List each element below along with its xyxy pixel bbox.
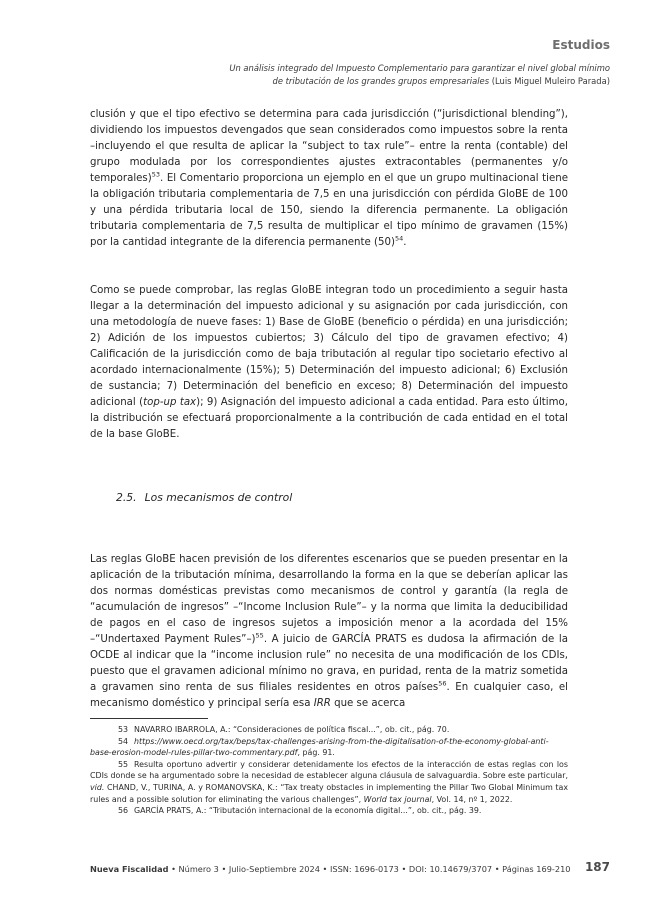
running-author: (Luis Miguel Muleiro Parada): [491, 76, 610, 86]
body-paragraph-2: [90, 283, 568, 443]
publication-details: • Número 3 • Julio-Septiembre 2024 • ISSN: 1696-0173 • DOI: 10.14679/3707 • Páginas 169-210: [168, 864, 571, 874]
page-number: 187: [584, 860, 610, 874]
text-run: .: [403, 237, 407, 248]
footnote-text: CHAND, V., TURINA, A. y ROMANOVSKA, K.: “Tax treaty obstacles in implementing the Pillar Two Global Minimum tax rules and a possible solution for eliminating the various challenges”,: [90, 782, 568, 804]
paragraph-text: [90, 107, 568, 251]
footnote-number: 53: [118, 725, 129, 734]
italic-term: top-up tax: [143, 397, 197, 408]
footnote-text: , Vol. 14, nº 1, 2022.: [431, 794, 513, 804]
body-paragraph-1: [90, 107, 568, 251]
footnote-number: 56: [118, 806, 129, 816]
footnote-number: 55: [118, 759, 129, 769]
text-run: . En cualquier caso, el mecanismo doméstico y principal sería esa: [90, 682, 568, 709]
footnote-number: 54: [118, 736, 129, 746]
text-run: Las reglas GloBE hacen previsión de los diferentes escenarios que se pueden presentar en la aplicación de la tributación mínima, desarrollando la forma en la que se deberían aplicar las dos normas domésticas previstas como mecanismos de control y garantía (la regla de “acumulación de ingresos” –“Income Inclusion Rule”– y la norma que limita la deducibilidad de pagos en el caso de ingresos sujetos a imposición menor a la acordada del 15% –“Undertaxed Payment Rules”–): [90, 554, 568, 645]
footnote-text: Resulta oportuno advertir y considerar detenidamente los efectos de la interacción de estas reglas con los CDIs donde se ha argumentado sobre la necesidad de establecer alguna cláusula de salvaguardia. Sobre este particular,: [90, 759, 568, 781]
text-run: . El Comentario proporciona un ejemplo en el que un grupo multinacional tiene la obligación tributaria complementaria de 7,5 en una jurisdicción con pérdida GloBE de 100 y una pérdida tributaria local de 150, siendo la diferencia permanente. La obligación tributaria complementaria de 7,5 resulta de multiplicar el tipo mínimo de gravamen (15%) por la cantidad integrante de la diferencia permanente (50): [90, 173, 568, 248]
journal-name: Nueva Fiscalidad: [90, 864, 169, 874]
text-run: ); 9) Asignación del impuesto adicional a cada entidad. Para esto último, la distribución se efectuará proporcionalmente a la contribución de cada entidad en el total de la base GloBE.: [90, 397, 568, 440]
footnote-text: , pág. 91.: [297, 748, 335, 758]
subheading-number: 2.5.: [116, 491, 137, 504]
footnote-56: [90, 805, 568, 817]
page-footer: [90, 864, 610, 874]
footnote-ref-54[interactable]: 54: [394, 234, 404, 243]
section-label: Estudios: [552, 38, 610, 52]
footnote-ref-55[interactable]: 55: [255, 631, 264, 640]
footnote-ref-53[interactable]: 53: [151, 170, 160, 179]
text-run: que se acerca: [330, 698, 406, 709]
footnote-53: [90, 724, 568, 736]
text-run: Como se puede comprobar, las reglas GloBE integran todo un procedimiento a seguir hasta llegar a la determinación del impuesto adicional y su asignación por cada jurisdicción, con una metodología de nueve fases: 1) Base de GloBE (beneficio o pérdida) en una jurisdicción; 2) Adición de los impuestos cubiertos; 3) Cálculo del tipo de gravamen efectivo; 4) Calificación de la jurisdicción como de baja tributación al regular tipo societario efectivo al acordado internacionalmente (15%); 5) Determinación del impuesto adicional; 6) Exclusión de sustancia; 7) Determinación del beneficio en exceso; 8) Determinación del impuesto adicional (: [90, 285, 568, 408]
footnote-55: [90, 759, 568, 805]
footnote-text: NAVARRO IBARROLA, A.: “Consideraciones de política fiscal...”, ob. cit., pág. 70.: [134, 725, 450, 734]
footnote-link[interactable]: https://www.oecd.org/tax/beps/tax-challenges-arising-from-the-digitalisation-of-the-economy-global-anti-base-erosion-model-rules-pillar-two-commentary.pdf: [90, 736, 549, 758]
paragraph-text: [90, 552, 568, 712]
subheading-text: Los mecanismos de control: [144, 491, 293, 504]
footnote-italic: vid.: [90, 782, 105, 792]
body-paragraph-3: [90, 552, 568, 712]
text-run: clusión y que el tipo efectivo se determina para cada jurisdicción (“jurisdictional blending”), dividiendo los impuestos devengados que sean considerados como impuestos sobre la renta –incluyendo el que resulta de aplicar la “subject to tax rule”– entre la renta (contable) del grupo modulada por los correspondientes ajustes extracontables (permanentes y/o temporales): [90, 109, 568, 184]
running-title-line1: Un análisis integrado del Impuesto Complementario para garantizar el nivel global mínimo: [229, 63, 610, 73]
section-subheading: [116, 491, 292, 504]
footnote-ref-56[interactable]: 56: [438, 679, 447, 688]
italic-term: IRR: [313, 698, 331, 709]
footnote-divider: [90, 718, 208, 719]
running-title-line2-wrap: [140, 75, 610, 88]
footnotes: [90, 724, 568, 817]
paragraph-text: [90, 283, 568, 443]
footnote-54: [90, 736, 568, 759]
text-run: . A juicio de GARCÍA PRATS es dudosa la afirmación de la OCDE al indicar que la “income inclusion rule” no necesita de una modificación de los CDIs, puesto que el gravamen adicional mínimo no grava, en puridad, renta de la matriz sometida a gravamen sino renta de sus filiales residentes en otros países: [90, 634, 568, 693]
footnote-text: GARCÍA PRATS, A.: “Tributación internacional de la economía digital...”, ob. cit., pág. 39.: [134, 806, 482, 816]
running-title-line2: de tributación de los grandes grupos empresariales: [272, 76, 490, 86]
running-head: [140, 62, 610, 88]
footnote-journal-title: World tax journal: [363, 794, 432, 804]
